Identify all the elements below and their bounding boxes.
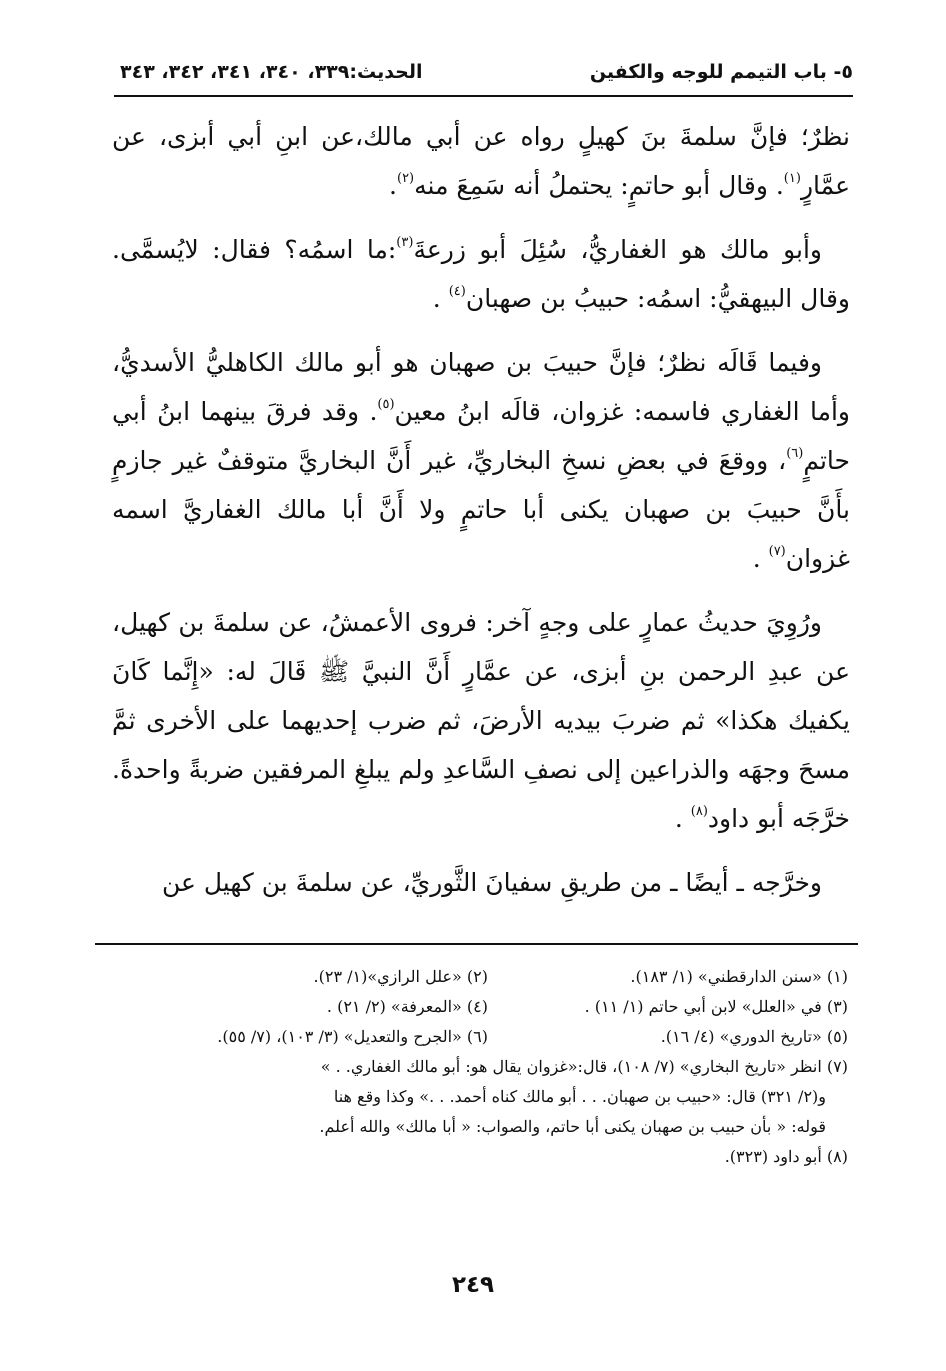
chapter-title: ٥- باب التيمم للوجه والكفين (589, 61, 853, 83)
footnote-ref-7: (٧) (768, 544, 786, 559)
footnote-row (120, 992, 848, 1022)
footnote-7: (٧) انظر «تاريخ البخاري» (٧/ ١٠٨)، قال:«غزوان يقال هو: أبو مالك الغفاري. . » (320, 1057, 848, 1076)
footnote-5: (٥) «تاريخ الدوري» (٤/ ١٦). (660, 1027, 848, 1046)
paragraph-1: نظرٌ؛ فإنَّ سلمةَ بنَ كهيلٍ رواه عن أبي مالك،عن ابنِ أبي أبزى، عن عمَّارٍ$^{(١)}$. وقال أبو حاتمٍ: يحتملُ أنه سَمِعَ منه$^{(٢)}$. (112, 122, 850, 200)
footnote-4: (٤) «المعرفة» (٢/ ٢١) . (326, 997, 488, 1016)
footnote-1: (١) «سنن الدارقطني» (١/ ١٨٣). (630, 967, 848, 986)
footnote-ref-5: (٥) (377, 397, 395, 412)
footnote-8: (٨) أبو داود (٣٢٣). (724, 1147, 848, 1166)
main-text (112, 112, 850, 922)
footnote-ref-4: (٤) (448, 284, 466, 299)
footnote-row (120, 962, 848, 992)
paragraph-4: ورُوِيَ حديثُ عمارٍ على وجهٍ آخر: فروى الأعمشُ، عن سلمةَ بن كهيل، عن عبدِ الرحمن بنِ أبزى، عن عمَّارٍ أَنَّ النبيَّ ﷺ قَالَ له: «إِنَّما كَانَ يكفيك هكذا» ثم ضربَ بيديه الأرضَ، ثم ضرب إحديهما على الأخرى ثمَّ مسحَ وجهَه والذراعين إلى نصفِ السَّاعدِ ولم يبلغِ المرفقين ضربةً واحدةً. خرَّجَه أبو داود$^{(٨)}$ . (112, 608, 851, 833)
paragraph-2: وأبو مالك هو الغفاريُّ، سُئِلَ أبو زرعةَ$^{(٣)}$:ما اسمُه؟ فقال: لايُسمَّى. وقال البيهقيُّ: اسمُه: حبيبُ بن صهبان$^{(٤)}$ . (112, 235, 850, 313)
running-header (120, 52, 853, 92)
footnote-ref-8: (٨) (690, 804, 708, 819)
footnotes (120, 962, 848, 1172)
footnote-ref-3: (٣) (396, 235, 414, 250)
paragraph-3: وفيما قَالَه نظرٌ؛ فإنَّ حبيبَ بن صهبان هو أبو مالك الكاهليُّ الأسديُّ، وأما الغفاري فاسمه: غزوان، قالَه ابنُ معين$^{(٥)}$. وقد فرقَ بينهما ابنُ أبي حاتمٍ$^{(٦)}$، ووقعَ في بعضِ نسخِ البخاريِّ، غير أَنَّ البخاريَّ متوقفٌ غير جازمٍ بأَنَّ حبيبَ بن صهبان يكنى أبا حاتمٍ ولا أَنَّ أبا مالك الغفاريَّ اسمه غزوان$^{(٧)}$ . (112, 348, 850, 573)
footnote-row (120, 1022, 848, 1052)
header-rule (114, 95, 853, 97)
footnote-6: (٦) «الجرح والتعديل» (٣/ ١٠٣)، (٧/ ٥٥). (217, 1027, 488, 1046)
hadith-range: الحديث:٣٣٩، ٣٤٠، ٣٤١، ٣٤٢، ٣٤٣ (120, 61, 423, 83)
footnote-ref-1: (١) (783, 171, 801, 186)
footnote-7-continued: و(٢/ ٣٢١) قال: «حبيب بن صهبان. . . أبو مالك كناه أحمد. . .» وكذا وقع هنا (333, 1087, 826, 1106)
footnote-ref-6: (٦) (786, 446, 804, 461)
footnote-3: (٣) في «العلل» لابن أبي حاتم (١/ ١١) . (584, 997, 848, 1016)
footnote-7-continued: قوله: « بأن حبيب بن صهبان يكنى أبا حاتم، والصواب: « أبا مالك» والله أعلم. (319, 1117, 826, 1136)
footnote-2: (٢) «علل الرازي»(١/ ٢٣). (313, 967, 488, 986)
page-number: ٢٤٩ (451, 1272, 495, 1298)
paragraph-5: وخرَّجه ـ أيضًا ـ من طريقِ سفيانَ الثَّوريِّ، عن سلمةَ بن كهيل عن (161, 868, 822, 897)
footnote-ref-2: (٢) (396, 171, 415, 186)
footnote-rule (95, 943, 858, 945)
